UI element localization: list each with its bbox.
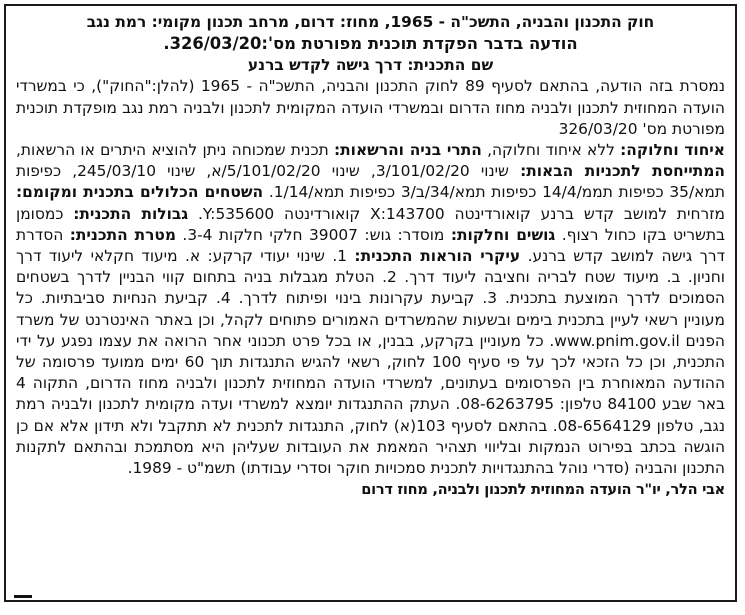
sections-paragraph [16, 140, 725, 479]
bounds-label: גבולות התכנית: [73, 204, 189, 223]
corner-mark [14, 595, 32, 598]
permits-value: תכנית שמכוחה ניתן להוציא היתרים או הרשאות, [16, 141, 329, 160]
bounds-value: כמסומן בתשריט בקו כחול רצוף. [16, 204, 725, 244]
permits-label: התרי בניה והרשאות: [334, 141, 482, 160]
goal-label: מטרת התכנית: [69, 225, 176, 244]
blocks-label: גושים וחלקות: [450, 225, 556, 244]
areas-label: השטחים הכלולים בתכנית ומקומם: [16, 183, 264, 202]
areas-value: מזרחית למושב קדש ברנע קואורדינטה X:143700 קואורדינטה Y:535600. [198, 204, 725, 223]
notice-frame [4, 4, 737, 602]
intro-paragraph: נמסרת בזה הודעה, בהתאם לסעיף 89 לחוק התכנון והבניה, התשכ"ה - 1965 (להלן:"החוק"), כי במשרדי הועדה המחוזית לתכנון ולבניה מחוז הדרום ובמשרדי הועדה המקומית לתכנון ולבניה רמת נגב מופקדת תוכנית מפורטת מס' 326/03/20 [16, 77, 725, 138]
notice-document [6, 6, 735, 500]
goal-value: הסדרת דרך גישה למושב קדש ברנע. [16, 225, 725, 266]
main-provisions-label: עיקרי הוראות התכנית: [354, 247, 521, 266]
header-line-2: הודעה בדבר הפקדת תוכנית מפורטת מס':326/03/20. [163, 34, 578, 54]
objection-text: כל מעוניין רשאי לעיין בתכנית בימים ובשעות שהמשרדים האמורים פתוחים לקהל, וכן באתר האינטרנט של משרד הפנים www.pnim.gov.il. כל מעוניין בקרקע, בבנין, או בכל פרט תכנוני אחר הרואה את עצמו נפגע על ידי התכנית, וכן כל הזכאי לכך על פי סעיף 100 לחוק, רשאי להגיש התנגדות תוך 60 ימים ממועד פרסומה של ההודעה המאוחרת בין הפרסומים בעתונים, למשרדי הועדה המחוזית לתכנון ולבניה מחוז הדרום, התקוה 4 באר שבע 84100 טלפון: 08-6263795. העתק ההתנגדות יומצא למשרדי ועדה מקומית לתכנון ולבניה רמת נגב, טלפון 08-6564129. בהתאם לסעיף 103(א) לחוק, התנגדות לתכנית לא תתקבל ולא תידון אלא אם כן הוגשה בכתב בפירוט הנמקות ובליווי תצהיר המאמת את העובדות שעליהן היא מסתמכת ובהתאם לתקנות התכנון והבניה (סדרי נוהל בהתנגדויות לתכנית סמכויות חוקר וסדרי עבודתו) תשמ"ט - 1989. [16, 289, 726, 478]
merge-value: ללא איחוד וחלוקה, [487, 141, 615, 160]
related-value: שינוי 3/101/02/20, שינוי 5/101/02/20/א, שינוי 245/03/10, כפיפות תמא/35 כפיפות תממ/14/4 כפיפות תמא/34/ב/3 כפיפות תמא/1/14. [16, 162, 725, 202]
header-line-1: חוק התכנון והבניה, התשכ"ה - 1965, מחוז: דרום, מרחב תכנון מקומי: רמת נגב [86, 13, 655, 31]
merge-label: איחוד וחלוקה: [620, 141, 726, 160]
plan-name: שם התכנית: דרך גישה לקדש ברנע [247, 56, 494, 75]
blocks-value: מוסדר: גוש: 39007 חלקי חלקות 3-4. [182, 225, 445, 244]
signature: אבי הלר, יו"ר הועדה המחוזית לתכנון ולבניה, מחוז דרום [361, 481, 725, 499]
main-provisions-value: 1. שינוי יעודי קרקע: א. מיעוד חקלאי ליעוד דרך וחניון. ב. מיעוד שטח לבריה וחציבה ליעוד דרך. 2. הטלת מגבלות בניה בתחום קווי הבניין לדרך בשטחים הסמוכים לדרך המוצעת בתכנית. 3. קביעת עקרונות בינוי ופיתוח לדרך. 4. קביעת הנחיות סביבתיות. [16, 247, 725, 308]
related-label: המתייחסת לתכניות הבאות: [520, 162, 725, 181]
